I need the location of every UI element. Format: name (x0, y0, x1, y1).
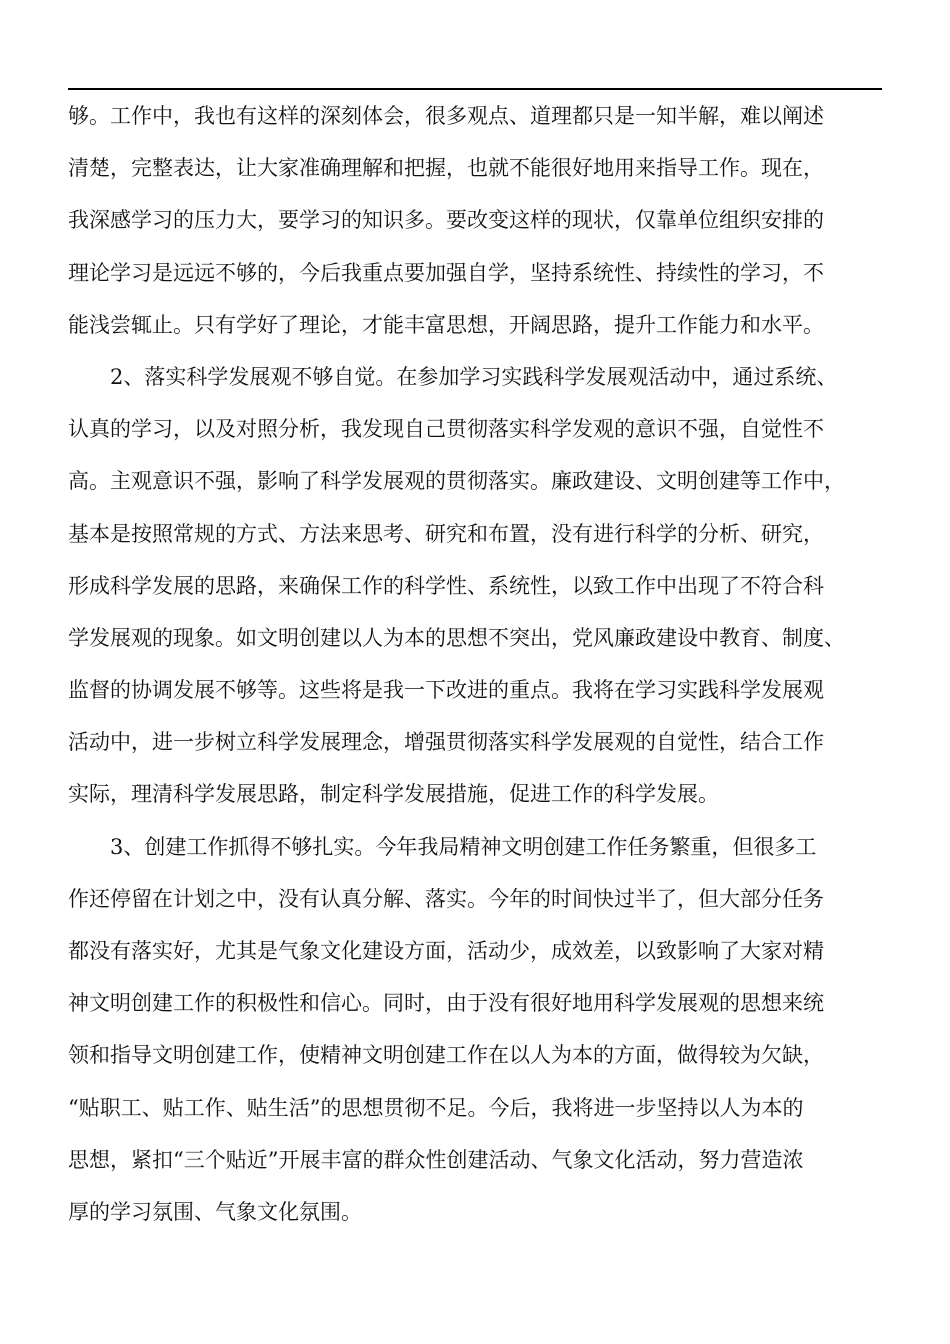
text-line: 学发展观的现象。如文明创建以人为本的思想不突出，党风廉政建设中教育、制度、 (68, 625, 845, 650)
text-line: 实际，理清科学发展思路，制定科学发展措施，促进工作的科学发展。 (68, 782, 719, 807)
text-line: 思想，紧扣“三个贴近”开展丰富的群众性创建活动、气象文化活动，努力营造浓 (68, 1147, 804, 1172)
text-line: 我深感学习的压力大，要学习的知识多。要改变这样的现状，仅靠单位组织安排的 (68, 208, 824, 233)
text-line: 够。工作中，我也有这样的深刻体会，很多观点、道理都只是一知半解，难以阐述 (68, 104, 824, 128)
text-line: 神文明创建工作的积极性和信心。同时，由于没有很好地用科学发展观的思想来统 (68, 991, 824, 1016)
text-line: 能浅尝辄止。只有学好了理论，才能丰富思想，开阔思路，提升工作能力和水平。 (68, 312, 824, 337)
text-line: “贴职工、贴工作、贴生活”的思想贯彻不足。今后，我将进一步坚持以人为本的 (68, 1095, 804, 1120)
text-line: 领和指导文明创建工作，使精神文明创建工作在以人为本的方面，做得较为欠缺， (68, 1043, 824, 1068)
text-line: 高。主观意识不强，影响了科学发展观的贯彻落实。廉政建设、文明创建等工作中， (68, 469, 845, 494)
paragraph-start-line: 2、落实科学发展观不够自觉。在参加学习实践科学发展观活动中，通过系统、 (110, 364, 838, 389)
text-line: 清楚，完整表达，让大家准确理解和把握，也就不能很好地用来指导工作。现在， (68, 156, 824, 181)
text-line: 活动中，进一步树立科学发展理念，增强贯彻落实科学发展观的自觉性，结合工作 (68, 730, 824, 755)
text-line: 认真的学习，以及对照分析，我发现自己贯彻落实科学发观的意识不强，自觉性不 (68, 417, 824, 442)
text-line: 基本是按照常规的方式、方法来思考、研究和布置，没有进行科学的分析、研究， (68, 521, 824, 546)
text-line: 作还停留在计划之中，没有认真分解、落实。今年的时间快过半了，但大部分任务 (68, 886, 824, 911)
text-line: 理论学习是远远不够的，今后我重点要加强自学，坚持系统性、持续性的学习，不 (68, 260, 824, 285)
text-line: 都没有落实好，尤其是气象文化建设方面，活动少，成效差，以致影响了大家对精 (68, 939, 824, 963)
paragraph-start-line: 3、创建工作抓得不够扎实。今年我局精神文明创建工作任务繁重，但很多工 (110, 834, 817, 859)
text-line: 形成科学发展的思路，来确保工作的科学性、系统性，以致工作中出现了不符合科 (68, 573, 824, 598)
body-text (68, 90, 894, 1238)
text-line: 厚的学习氛围、气象文化氛围。 (68, 1199, 362, 1224)
text-line: 监督的协调发展不够等。这些将是我一下改进的重点。我将在学习实践科学发展观 (68, 678, 824, 703)
